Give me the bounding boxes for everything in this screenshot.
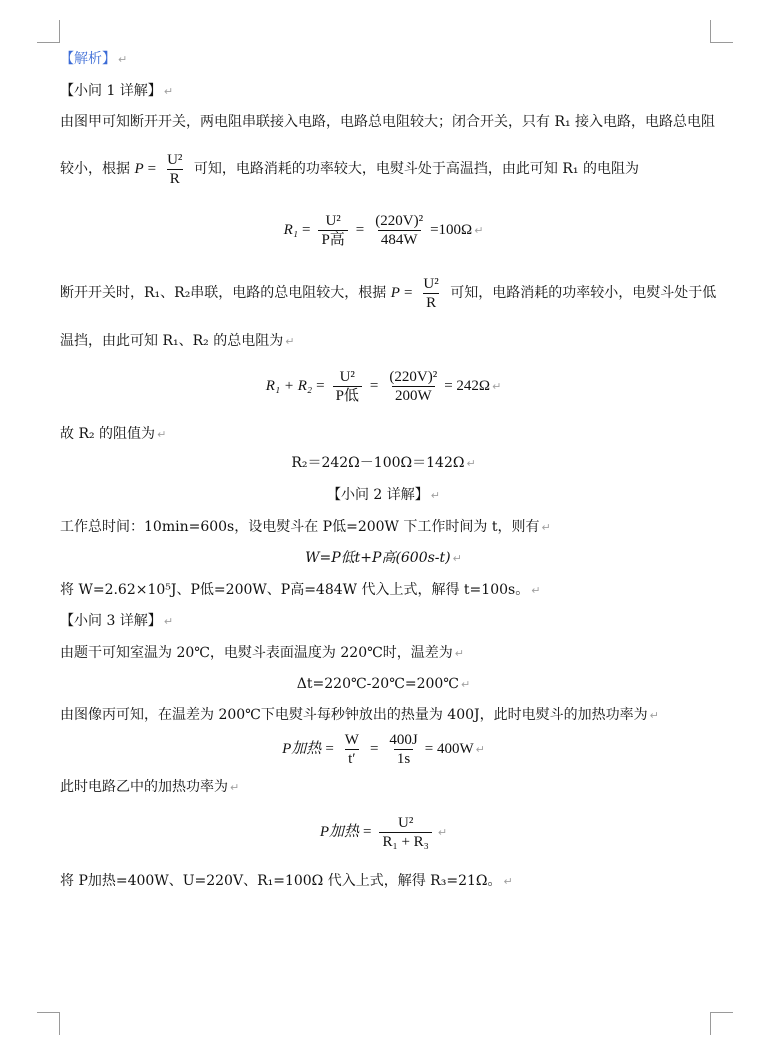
corner-mark-top-left	[37, 20, 60, 43]
q1-equation-2: R₁ + R₂ = $\frac{\text{U²}}{\text{P低}}$ = $\frac{\text{(220V)²}}{200W}$ = 242Ω ↵	[265, 368, 502, 404]
q3-equation-3: P加热 = $\frac{\text{U²}}{\text{R₁ + R₃}}$ ↵	[319, 814, 448, 850]
q2-paragraph-1: 工作总时间：10min=600s，设电熨斗在 P低=200W 下工作时间为 t，则有 ↵	[60, 519, 551, 535]
q1-title: 【小问 1 详解】 ↵	[60, 83, 174, 99]
power-formula-inline-2: P = $\frac{\text{U²}}{R}$	[390, 275, 439, 311]
q3-equation-2: P加热 = $\frac{W}{t'}$ = $\frac{400J}{1s}$ = 400W ↵	[282, 731, 485, 767]
q1-paragraph-3: 断开开关时，R₁、R₂串联，电路的总电阻较大，根据 P = $\frac{\text{U²}}{R}$ 可知，电路消耗的功率较小，电熨斗处于低	[60, 272, 716, 314]
q3-paragraph-3: 此时电路乙中的加热功率为 ↵	[60, 779, 240, 795]
q1-equation-1: R₁ = $\frac{\text{U²}}{\text{P高}}$ = $\frac{\text{(220V)²}}{484W}$ =100Ω ↵	[283, 212, 484, 248]
q3-paragraph-2: 由图像丙可知，在温差为 200℃下电熨斗每秒钟放出的热量为 400J，此时电熨斗的加热功率为 ↵	[60, 707, 659, 723]
q1-paragraph-1: 由图甲可知断开开关，两电阻串联接入电路，电路总电阻较大；闭合开关，只有 R₁ 接入电路，电路总电阻	[60, 114, 716, 130]
q1-equation-3: R₂＝242Ω－100Ω＝142Ω ↵	[291, 455, 476, 471]
q2-paragraph-2: 将 W=2.62×10⁵J、P低=200W、P高=484W 代入上式，解得 t=100s。 ↵	[60, 582, 541, 598]
q3-title: 【小问 3 详解】 ↵	[60, 613, 174, 629]
q1-paragraph-2: 较小，根据 P = $\frac{\text{U²}}{R}$ 可知，电路消耗的功率较大，电熨斗处于高温挡，由此可知 R₁ 的电阻为	[60, 148, 639, 190]
q1-paragraph-5: 故 R₂ 的阻值为 ↵	[60, 426, 167, 442]
corner-mark-bottom-right	[710, 1012, 733, 1035]
analysis-header: 【解析】 ↵	[60, 51, 128, 67]
q3-paragraph-1: 由题干可知室温为 20℃，电熨斗表面温度为 220℃时，温差为 ↵	[60, 645, 464, 661]
corner-mark-bottom-left	[37, 1012, 60, 1035]
q1-paragraph-4: 温挡，由此可知 R₁、R₂ 的总电阻为 ↵	[60, 333, 295, 349]
power-formula-inline: P = $\frac{\text{U²}}{R}$	[134, 151, 183, 187]
q3-paragraph-4: 将 P加热=400W、U=220V、R₁=100Ω 代入上式，解得 R₃=21Ω。 ↵	[60, 873, 513, 889]
q3-equation-1: Δt=220℃-20℃=200℃ ↵	[296, 676, 471, 692]
q2-equation-1: W=P低t+P高(600s-t) ↵	[305, 550, 462, 566]
q2-title: 【小问 2 详解】 ↵	[326, 487, 441, 503]
corner-mark-top-right	[710, 20, 733, 43]
